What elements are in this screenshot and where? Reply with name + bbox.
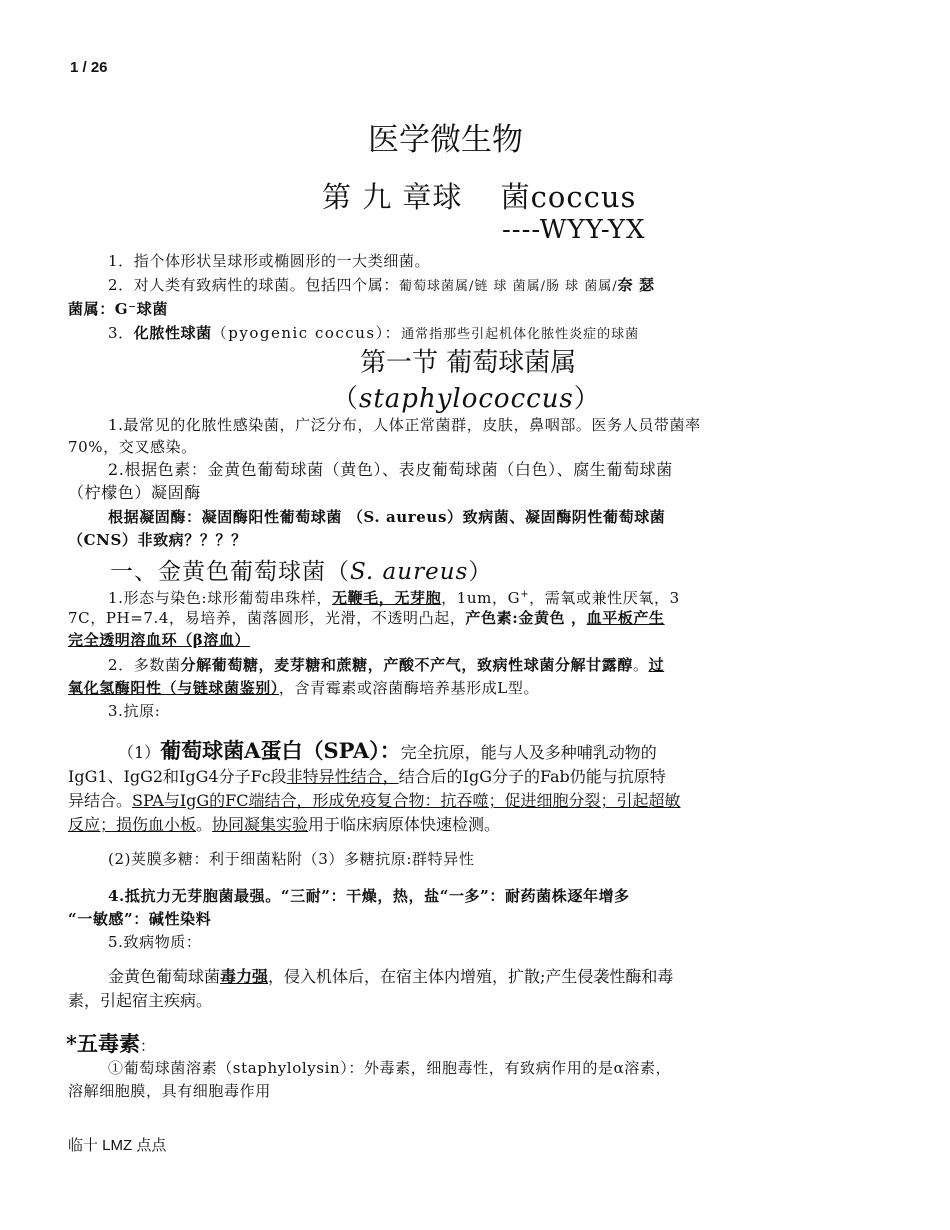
s1-para-1a: 1.最常见的化脓性感染菌，广泛分布，人体正常菌群，皮肤，鼻咽部。医务人员带菌率 [108,416,701,434]
page-number: 1 / 26 [70,59,108,76]
morph-text-3: ，需氧或兼性厌氧，3 [529,589,680,607]
pyogenic-term: 化脓性球菌 [133,324,212,342]
spa-num: （1） [118,743,161,762]
spa-text-2: IgG1、IgG2和IgG4分子Fc段 [68,767,287,786]
spa-line-1 [118,738,657,766]
chapter-title-part1: 第 九 章球 [322,180,463,214]
virulence-line-2: 素，引起宿主疾病。 [68,991,213,1010]
subsection-latin: S. aureus [350,559,469,585]
no-flagella-text: 无鞭毛，无芽胞 [331,589,442,607]
neisseria-label: 奈 瑟 [617,276,655,294]
spa-text-5: 用于临床病原体快速检测。 [308,815,501,834]
toxins-colon: ： [139,1037,155,1055]
subsection-heading-close: ） [468,559,493,585]
morph-line-2 [68,607,665,629]
morph-line-1 [108,584,680,609]
toxin-line-1: ①葡萄球菌溶素（staphylolysin）：外毒素，细胞毒性，有致病作用的是α溶素， [108,1059,672,1077]
metabolism-line-2 [68,677,539,699]
spa-term: 葡萄球菌A蛋白（SPA）： [160,738,401,763]
s1-para-2b: （柠檬色）凝固酶 [68,483,201,502]
section-latin-open: （ [332,384,360,414]
catalase-text-start: 过 [648,656,665,674]
chapter-title-part2: 菌coccus [500,180,637,214]
spa-line-2 [68,766,666,788]
genera-list: 葡萄球菌属/链 球 菌属/肠 球 菌属/ [398,279,618,294]
nonspecific-binding-text: 非特异性结合， [286,767,399,786]
spa-period: 。 [196,815,213,834]
l-form-text: ，含青霉素或溶菌酶培养基形成L型。 [278,679,540,697]
section-latin-close: ） [573,384,601,414]
intro-line-4-num: 3． [108,324,134,342]
virulence-line-1 [108,966,673,988]
spa-text-4: 异结合。 [68,791,133,810]
virulence-text-1: 金黄色葡萄球菌 [108,967,221,986]
toxin-line-2: 溶解细胞膜，具有细胞毒作用 [68,1082,271,1100]
subsection-heading [110,553,492,586]
virulence-text-2: ，侵入机体后，在宿主体内增殖，扩散;产生侵袭性酶和毒 [268,967,674,986]
spa-function-text: SPA与IgG的FC端结合，形成免疫复合物：抗吞噬；促进细胞分裂；引起超敏 [132,791,681,810]
spa-function-text-2: 反应；损伤血小板 [68,815,197,834]
intro-line-2 [108,274,655,298]
morph-text-1: 1.形态与染色:球形葡萄串珠样， [108,589,332,607]
s1-para-3a: 根据凝固酶：凝固酶阳性葡萄球菌 （S. aureus）致病菌、凝固酶阴性葡萄球菌 [108,508,666,526]
pigment-text: 产色素:金黄色 ， [465,609,587,627]
page-footer: 临十 LMZ 点点 [68,1137,167,1154]
document-title: 医学微生物 [368,122,523,158]
morph-text-4: 7C，PH=7.4，易培养，菌落圆形，光滑，不透明凸起， [68,609,466,627]
author-line: ----WYY-YX [502,215,646,245]
spa-line-4 [68,814,500,836]
pyogenic-definition: 通常指那些引起机体化脓性炎症的球菌 [401,327,640,342]
spa-text-3: 结合后的IgG分子的Fab仍能与抗原特 [398,767,666,786]
pathogenic-factors-label: 5.致病物质： [108,933,202,951]
intro-line-2-text: 2．对人类有致病性的球菌。包括四个属： [108,276,399,294]
toxins-heading-text: *五毒素 [66,1031,140,1056]
metabolism-period: 。 [632,656,649,674]
coagglutination-text: 协同凝集实验 [212,815,309,834]
capsule-line: (2)荚膜多糖：利于细菌粘附（3）多糖抗原:群特异性 [108,850,475,868]
resistance-line-2: “一敏感”：碱性染料 [68,910,212,928]
toxins-heading [66,1028,155,1058]
metabolism-line-1 [108,654,664,676]
resistance-line-1: 4.抵抗力无芽胞菌最强。“三耐”：干燥，热，盐“一多”：耐药菌株逐年增多 [108,887,630,905]
section-heading: 第一节 葡萄球菌属 [360,348,577,378]
s1-para-3b: （CNS）非致病？？？？ [68,531,247,549]
pyogenic-latin: （pyogenic coccus）： [211,324,402,342]
antigen-label: 3.抗原: [108,702,161,720]
subsection-heading-text: 一、金黄色葡萄球菌（ [110,559,350,585]
morph-line-3: 完全透明溶血环（β溶血） [68,631,251,649]
spa-text-1: 完全抗原，能与人及多种哺乳动物的 [400,743,657,762]
section-latin-name: staphylococcus [359,384,574,414]
morph-text-2: ，1um，G [441,589,521,607]
metabolism-text-1: 2．多数菌 [108,656,181,674]
spa-line-3 [68,790,681,812]
gram-positive-sign: + [520,589,530,600]
s1-para-1b: 70%，交叉感染。 [68,438,197,456]
virulence-strong: 毒力强 [220,967,269,986]
blood-plate-text: 血平板产生 [586,609,665,627]
section-latin [332,378,601,415]
chapter-title [322,175,636,216]
s1-para-2a: 2.根据色素：金黄色葡萄球菌（黄色）、表皮葡萄球菌（白色）、腐生葡萄球菌 [108,460,673,479]
intro-line-1: 1．指个体形状呈球形或椭圆形的一大类细菌。 [108,252,431,270]
intro-line-3: 菌属：G⁻球菌 [68,300,168,318]
catalase-text: 氧化氢酶阳性（与链球菌鉴别） [68,679,279,697]
sugar-fermentation-text: 分解葡萄糖，麦芽糖和蔗糖，产酸不产气，致病性球菌分解甘露醇 [180,656,633,674]
